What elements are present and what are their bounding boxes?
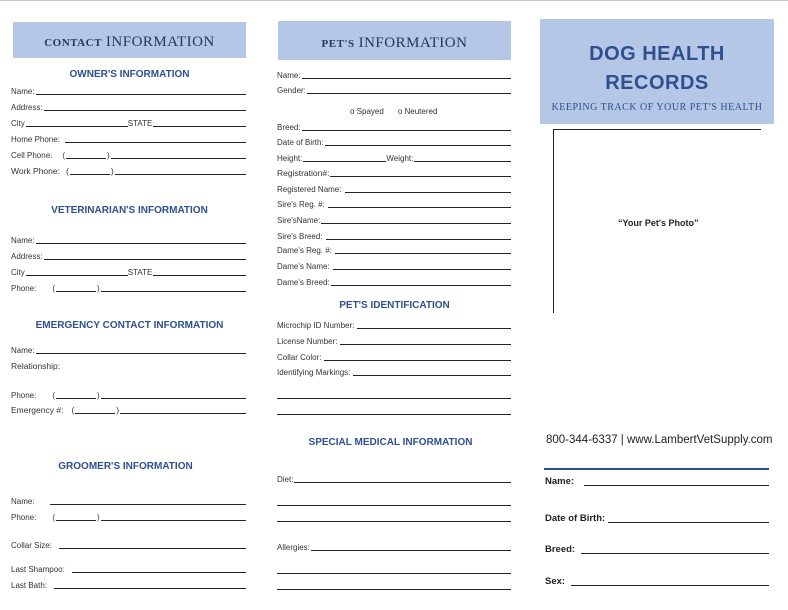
markings-extra-line[interactable] — [277, 398, 511, 399]
page-top-border — [0, 0, 788, 1]
pet-name-field[interactable]: Name: — [277, 71, 511, 80]
vet-city-state-field[interactable]: City STATE — [11, 268, 246, 277]
pet-registered-name-field[interactable]: Registered Name: — [277, 185, 511, 194]
vet-name-field[interactable]: Name: — [11, 236, 246, 245]
groomer-last-shampoo-field[interactable]: Last Shampoo: — [11, 565, 246, 574]
pet-gender-field[interactable]: Gender: — [277, 86, 511, 95]
owner-address-field[interactable]: Address: — [11, 103, 246, 112]
sire-reg-field[interactable]: Sire's Reg. #: — [277, 200, 511, 209]
cover-title-line1: DOG HEALTH — [589, 43, 725, 65]
banner-large-text: INFORMATION — [105, 34, 215, 50]
medical-info-title: SPECIAL MEDICAL INFORMATION — [308, 437, 473, 448]
sire-breed-field[interactable]: Sire's Breed: — [277, 232, 511, 241]
groomer-phone-field[interactable]: Phone: ( ) — [11, 513, 246, 522]
cover-name-field[interactable]: Name: — [545, 476, 769, 487]
pet-dob-field[interactable]: Date of Birth: — [277, 138, 511, 147]
sire-name-field[interactable]: Sire'sName: — [277, 216, 511, 225]
markings-extra-line[interactable] — [277, 414, 511, 415]
dame-reg-field[interactable]: Dame's Reg. #: — [277, 246, 511, 255]
pet-breed-field[interactable]: Breed: — [277, 123, 511, 132]
cover-breed-field[interactable]: Breed: — [545, 544, 769, 555]
groomer-info-title: GROOMER'S INFORMATION — [58, 461, 193, 472]
emergency-relationship-field[interactable]: Relationship: — [11, 361, 61, 371]
neutered-option[interactable]: o Neutered — [397, 107, 438, 116]
banner-small-text: CONTACT — [44, 37, 102, 49]
emergency-name-field[interactable]: Name: — [11, 346, 246, 355]
pet-info-banner — [278, 21, 511, 60]
diet-extra-line[interactable] — [277, 505, 511, 506]
vet-info-title: VETERINARIAN'S INFORMATION — [51, 205, 208, 216]
owner-name-field[interactable]: Name: — [11, 87, 246, 96]
cover-subtitle: KEEPING TRACK OF YOUR PET'S HEALTH — [551, 102, 763, 113]
cover-divider — [544, 468, 769, 470]
diet-extra-line[interactable] — [277, 521, 511, 522]
emergency-info-title: EMERGENCY CONTACT INFORMATION — [35, 320, 224, 331]
dame-breed-field[interactable]: Dame's Breed: — [277, 278, 511, 287]
allergies-extra-line[interactable] — [277, 589, 511, 590]
emergency-phone-field[interactable]: Phone: ( ) — [11, 391, 246, 400]
markings-field[interactable]: Identifying Markings: — [277, 368, 511, 377]
pet-identification-title: PET'S IDENTIFICATION — [339, 300, 450, 311]
allergies-field[interactable]: Allergies: — [277, 543, 511, 552]
owner-home-phone-field[interactable]: Home Phone: — [11, 135, 246, 144]
groomer-last-bath-field[interactable]: Last Bath: — [11, 581, 246, 590]
owner-city-state-field[interactable]: City STATE — [11, 119, 246, 128]
cover-dob-field[interactable]: Date of Birth: — [545, 513, 769, 524]
banner-large-text: INFORMATION — [358, 35, 468, 51]
pet-registration-field[interactable]: Registration#: — [277, 168, 511, 178]
contact-info-banner — [13, 22, 246, 58]
spayed-option[interactable]: o Spayed — [350, 107, 384, 116]
diet-field[interactable]: Diet: — [277, 475, 511, 484]
groomer-collar-size-field[interactable]: Collar Size: — [11, 541, 246, 550]
owner-work-phone-field[interactable]: Work Phone: ( ) — [11, 166, 246, 176]
vet-phone-field[interactable]: Phone: ( ) — [11, 284, 246, 293]
spay-neuter-options — [350, 107, 451, 116]
vet-address-field[interactable]: Address: — [11, 252, 246, 261]
cover-sex-field[interactable]: Sex: — [545, 576, 769, 587]
owner-info-title: OWNER'S INFORMATION — [69, 69, 190, 80]
license-field[interactable]: License Number: — [277, 337, 511, 346]
owner-cell-phone-field[interactable]: Cell Phone: ( ) — [11, 151, 246, 160]
collar-color-field[interactable]: Collar Color: — [277, 353, 511, 362]
groomer-name-field[interactable]: Name: — [11, 497, 246, 506]
banner-small-text: PET'S — [321, 38, 355, 50]
cover-title-line2: RECORDS — [605, 72, 709, 94]
pet-height-weight-field[interactable]: Height: Weight: — [277, 154, 511, 163]
pet-photo-label: “Your Pet's Photo” — [618, 218, 699, 228]
cover-title-banner — [540, 19, 774, 124]
allergies-extra-line[interactable] — [277, 573, 511, 574]
microchip-field[interactable]: Microchip ID Number: — [277, 321, 511, 330]
emergency-number-field[interactable]: Emergency #: ( ) — [11, 405, 246, 415]
contact-line: 800-344-6337 | www.LambertVetSupply.com — [546, 434, 773, 446]
dame-name-field[interactable]: Dame's Name: — [277, 262, 511, 271]
